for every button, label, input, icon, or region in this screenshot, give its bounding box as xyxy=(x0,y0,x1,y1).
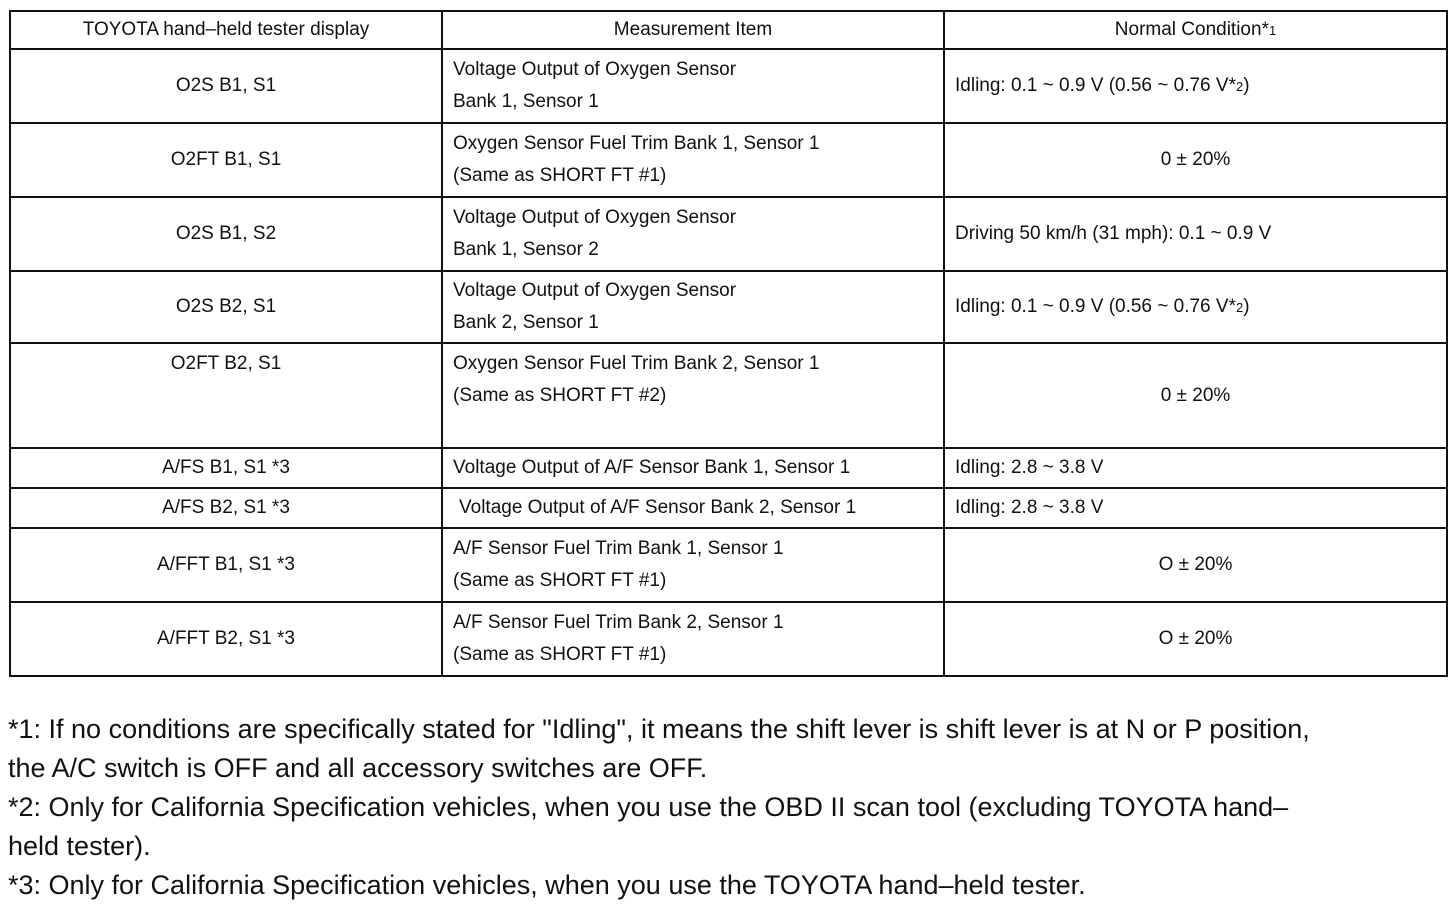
measurement-line: Bank 1, Sensor 2 xyxy=(453,239,599,260)
tester-display-cell: O2S B2, S1 xyxy=(10,271,442,343)
measurement-line: (Same as SHORT FT #1) xyxy=(453,644,667,665)
measurement-cell xyxy=(442,271,944,343)
measurement-cell: Voltage Output of A/F Sensor Bank 1, Sensor 1 xyxy=(442,448,944,488)
measurement-line: (Same as SHORT FT #1) xyxy=(453,165,667,186)
tester-display-cell: O2S B1, S1 xyxy=(10,49,442,123)
measurement-line: Voltage Output of Oxygen Sensor xyxy=(453,59,737,80)
table-row xyxy=(10,488,1447,528)
table-row xyxy=(10,197,1447,271)
condition-cell: Idling: 2.8 ~ 3.8 V xyxy=(944,488,1447,528)
footnote-1-line-2: the A/C switch is OFF and all accessory switches are OFF. xyxy=(8,753,708,783)
condition-cell xyxy=(944,49,1447,123)
table-row xyxy=(10,448,1447,488)
tester-display-cell: O2S B1, S2 xyxy=(10,197,442,271)
condition-cell: Idling: 2.8 ~ 3.8 V xyxy=(944,448,1447,488)
measurement-line: Voltage Output of Oxygen Sensor xyxy=(453,207,737,228)
condition-tail: ) xyxy=(1243,74,1250,96)
footnote-2-line-2: held tester). xyxy=(8,831,151,861)
measurement-cell xyxy=(442,49,944,123)
tester-display-cell: A/FS B2, S1 *3 xyxy=(10,488,442,528)
measurement-cell xyxy=(442,123,944,197)
measurement-cell xyxy=(442,197,944,271)
measurement-line: (Same as SHORT FT #2) xyxy=(453,385,667,406)
table-row xyxy=(10,49,1447,123)
measurement-cell: Voltage Output of A/F Sensor Bank 2, Sensor 1 xyxy=(442,488,944,528)
tester-display-cell: A/FFT B2, S1 *3 xyxy=(10,602,442,676)
measurement-line: Oxygen Sensor Fuel Trim Bank 2, Sensor 1 xyxy=(453,353,820,374)
measurement-line: Bank 2, Sensor 1 xyxy=(453,312,599,333)
tester-display-cell: O2FT B2, S1 xyxy=(10,343,442,448)
condition-cell: O ± 20% xyxy=(944,528,1447,602)
condition-cell xyxy=(944,271,1447,343)
table-row xyxy=(10,528,1447,602)
table-row xyxy=(10,271,1447,343)
tester-display-cell: A/FFT B1, S1 *3 xyxy=(10,528,442,602)
measurement-line: A/F Sensor Fuel Trim Bank 1, Sensor 1 xyxy=(453,538,784,559)
footnote-3: *3: Only for California Specification vehicles, when you use the TOYOTA hand–held tester. xyxy=(8,870,1086,900)
table-row xyxy=(10,123,1447,197)
tester-display-cell: A/FS B1, S1 *3 xyxy=(10,448,442,488)
spec-sheet xyxy=(9,10,1446,677)
header-normal-condition xyxy=(944,11,1447,49)
tester-display-cell: O2FT B1, S1 xyxy=(10,123,442,197)
table-header-row xyxy=(10,11,1447,49)
measurement-line: A/F Sensor Fuel Trim Bank 2, Sensor 1 xyxy=(453,612,784,633)
measurement-cell xyxy=(442,528,944,602)
header-normal-condition-text: Normal Condition* xyxy=(1114,18,1269,40)
measurement-line: Voltage Output of Oxygen Sensor xyxy=(453,280,737,301)
header-normal-condition-sup: 1 xyxy=(1268,22,1277,38)
measurement-cell xyxy=(442,602,944,676)
measurement-line: (Same as SHORT FT #1) xyxy=(453,570,667,591)
condition-cell: O ± 20% xyxy=(944,602,1447,676)
condition-sup: 2 xyxy=(1235,78,1244,94)
footnote-2-line-1: *2: Only for California Specification vehicles, when you use the OBD II scan tool (excluding TOYOTA hand– xyxy=(8,792,1289,822)
table-row xyxy=(10,343,1447,448)
condition-text: Idling: 0.1 ~ 0.9 V (0.56 ~ 0.76 V* xyxy=(955,295,1236,317)
condition-text: Idling: 0.1 ~ 0.9 V (0.56 ~ 0.76 V* xyxy=(955,74,1236,96)
sensor-data-table xyxy=(9,10,1448,677)
measurement-line: Oxygen Sensor Fuel Trim Bank 1, Sensor 1 xyxy=(453,133,820,154)
footnote-1-line-1: *1: If no conditions are specifically stated for "Idling", it means the shift lever is shift lever is at N or P position, xyxy=(8,714,1310,744)
measurement-cell xyxy=(442,343,944,448)
condition-cell: Driving 50 km/h (31 mph): 0.1 ~ 0.9 V xyxy=(944,197,1447,271)
condition-cell: 0 ± 20% xyxy=(944,343,1447,448)
condition-tail: ) xyxy=(1243,295,1250,317)
header-tester-display: TOYOTA hand–held tester display xyxy=(10,11,442,49)
table-row xyxy=(10,602,1447,676)
condition-sup: 2 xyxy=(1235,299,1244,315)
measurement-line: Bank 1, Sensor 1 xyxy=(453,91,599,112)
header-measurement-item: Measurement Item xyxy=(442,11,944,49)
footnotes xyxy=(8,710,1448,905)
condition-cell: 0 ± 20% xyxy=(944,123,1447,197)
